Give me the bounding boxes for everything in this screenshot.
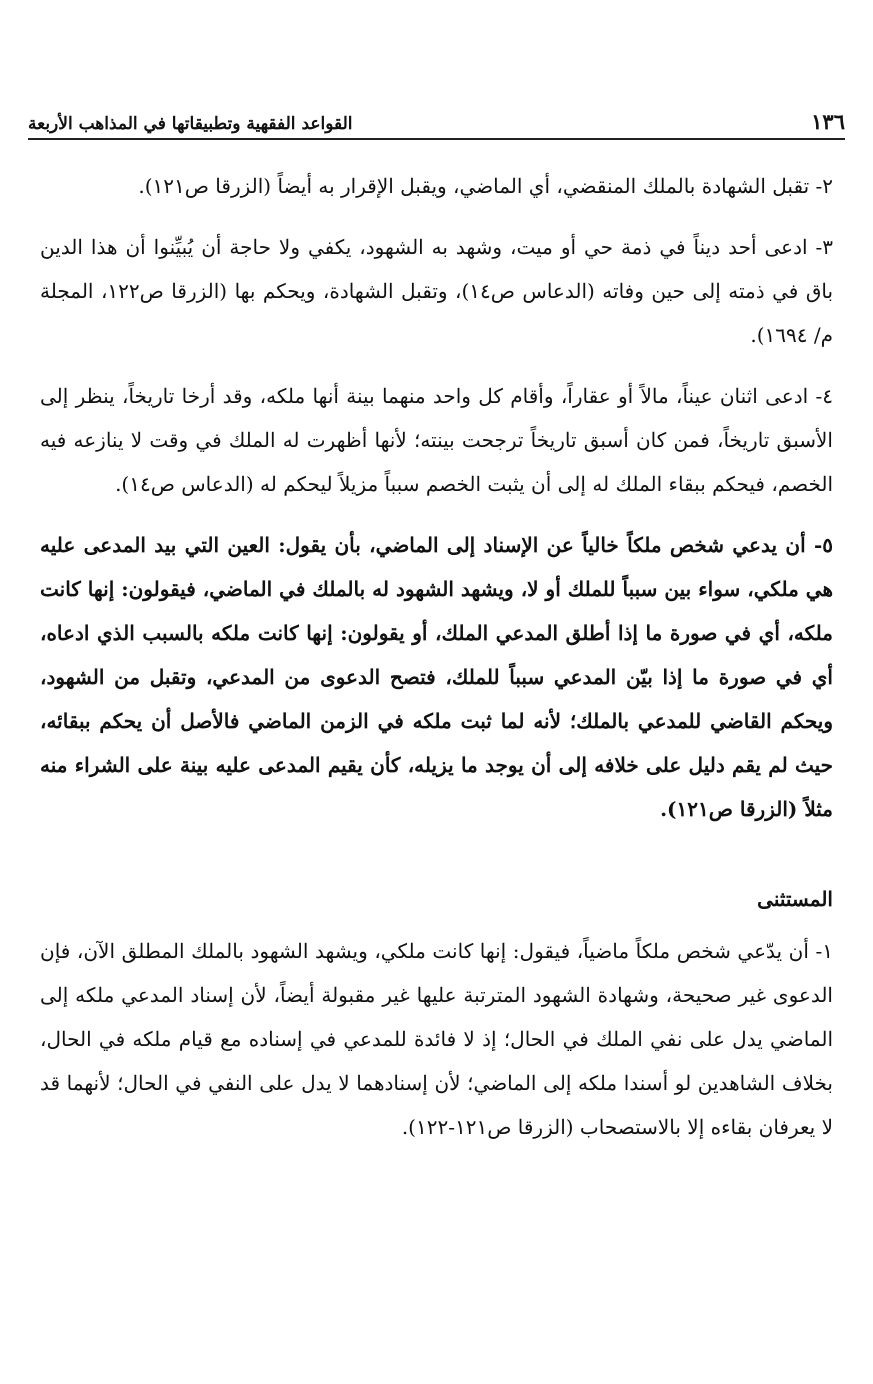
page-header <box>28 100 845 140</box>
paragraph-2: ٢- تقبل الشهادة بالملك المنقضي، أي الماضي، ويقبل الإقرار به أيضاً (الزرقا ص١٢١). <box>138 174 833 198</box>
exception-paragraph-1: ١- أن يدّعي شخص ملكاً ماضياً، فيقول: إنها كانت ملكي، ويشهد الشهود بالملك المطلق الآن، فإن الدعوى غير صحيحة، وشهادة الشهود المترتبة عليها غير مقبولة أيضاً، لأن إسناد المدعي ملكه إلى الماضي يدل على نفي الملك في الحال؛ إذ لا فائدة للمدعي في إسناده مع قيام ملكه في الحال، بخلاف الشاهدين لو أسندا ملكه إلى الماضي؛ لأن إسنادهما لا يدل على النفي في الحال؛ لأنهما قد لا يعرفان بقاءه إلا بالاستصحاب (الزرقا ص١٢١-١٢٢). <box>40 939 833 1139</box>
running-title: القواعد الفقهية وتطبيقاتها في المذاهب الأربعة <box>28 114 353 134</box>
section-heading-exception: المستثنى <box>757 887 833 911</box>
page-number: ١٣٦ <box>811 109 845 134</box>
paragraph-5: ٥- أن يدعي شخص ملكاً خالياً عن الإسناد إلى الماضي، بأن يقول: العين التي بيد المدعى عليه هي ملكي، سواء بين سبباً للملك أو لا، ويشهد الشهود له بالملك في الماضي، فيقولون: إنها كانت ملكه، أي في صورة ما إذا أطلق المدعي الملك، أو يقولون: إنها كانت ملكه بالسبب الذي ادعاه، أي في صورة ما إذا بيّن المدعي سبباً للملك، فتصح الدعوى من المدعي، وتقبل من الشهود، ويحكم القاضي للمدعي بالملك؛ لأنه لما ثبت ملكه في الزمن الماضي فالأصل أن يحكم ببقائه، حيث لم يقم دليل على خلافه إلى أن يوجد ما يزيله، كأن يقيم المدعى عليه بينة على الشراء منه مثلاً (الزرقا ص١٢١). <box>40 533 833 821</box>
page-body <box>40 164 833 1166</box>
paragraph-3: ٣- ادعى أحد ديناً في ذمة حي أو ميت، وشهد به الشهود، يكفي ولا حاجة أن يُبيِّنوا أن هذا الدين باق في ذمته إلى حين وفاته (الدعاس ص١٤)، وتقبل الشهادة، ويحكم بها (الزرقا ص١٢٢، المجلة م/ ١٦٩٤). <box>40 235 834 347</box>
paragraph-4: ٤- ادعى اثنان عيناً، مالاً أو عقاراً، وأقام كل واحد منهما بينة أنها ملكه، وقد أرخا تاريخاً، ينظر إلى الأسبق تاريخاً، فمن كان أسبق تاريخاً ترجحت بينته؛ لأنها أظهرت له الملك في وقت لا ينازعه فيه الخصم، فيحكم ببقاء الملك له إلى أن يثبت الخصم سبباً مزيلاً ليحكم له (الدعاس ص١٤). <box>40 384 833 496</box>
